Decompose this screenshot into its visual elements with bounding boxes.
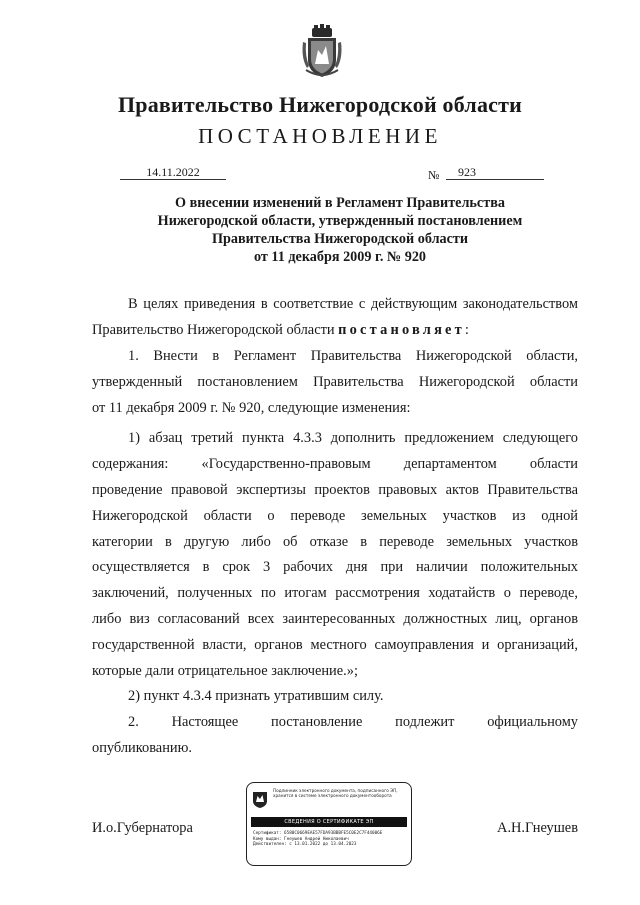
body-line: 1. Внести в Регламент Правительства Нижегородской области, — [128, 348, 578, 364]
body-line: осуществляется в срок 3 рабочих дня при наличии положительных — [92, 559, 578, 576]
stamp-owner: Кому выдан: Гнеушев Андрей Николаевич — [253, 836, 349, 842]
signatory-name: А.Н.Гнеушев — [497, 820, 578, 836]
body-line: заключений, полученных по итогам рассмотрения ходатайств о переводе, — [92, 585, 578, 602]
body-line: Нижегородской области о переводе земельных участков из одной — [92, 507, 578, 524]
e-signature-stamp — [246, 782, 412, 866]
postanovlyaet-word: постановляет — [338, 321, 465, 338]
signatory-position: И.о.Губернатора — [92, 820, 193, 836]
stamp-certificate: Сертификат: 6580C0669EAE57FDA93BBBFE5C0E2C7F44006E — [253, 831, 383, 836]
body-line: 1) абзац третий пункта 4.3.3 дополнить предложением следующего — [128, 430, 578, 446]
subject-line: Нижегородской области, утвержденный постановлением — [157, 213, 523, 229]
region-emblem-icon — [252, 789, 268, 809]
subject-line: О внесении изменений в Регламент Правительства — [175, 195, 505, 211]
document-date: 14.11.2022 — [120, 166, 226, 180]
subitem-1-paragraph — [92, 426, 578, 685]
body-line: 2) пункт 4.3.4 признать утратившим силу. — [128, 688, 384, 704]
body-line: от 11 декабря 2009 г. № 920, следующие изменения: — [92, 399, 411, 416]
body-line: либо виз согласований всех заинтересованных должностных лиц, органов — [92, 611, 578, 628]
item-1-paragraph — [92, 344, 578, 422]
government-title: Правительство Нижегородской области — [117, 92, 522, 117]
preamble-paragraph — [92, 292, 578, 344]
body-line: проведение правовой экспертизы проектов правовых актов Правительства — [92, 481, 578, 498]
stamp-text: хранится в системе электронного документооборота — [273, 793, 392, 799]
body-line: которые дали отрицательное заключение.»; — [92, 663, 358, 680]
stamp-title-bar: СВЕДЕНИЯ О СЕРТИФИКАТЕ ЭП — [251, 817, 407, 827]
document-type: ПОСТАНОВЛЕНИЕ — [198, 124, 442, 148]
subject-line: Правительства Нижегородской области — [211, 231, 469, 247]
body-line — [92, 318, 578, 344]
body-line: государственной власти, органов местного самоуправления и организаций, — [92, 637, 578, 654]
document-number: 923 — [446, 166, 544, 180]
body-line: В целях приведения в соответствие с действующим законодательством — [128, 296, 578, 312]
subitem-2-paragraph — [92, 684, 578, 710]
body-line: утвержденный постановлением Правительства Нижегородской области — [92, 373, 578, 390]
body-line: содержания: «Государственно-правовым департаментом области — [92, 455, 578, 472]
stamp-certificate-info — [253, 831, 409, 848]
coat-of-arms-icon — [300, 24, 344, 80]
stamp-header — [273, 788, 409, 799]
stamp-validity: Действителен: с 13.01.2022 до 13.04.2023 — [253, 842, 357, 848]
body-line: категории в другую либо об отказе в переводе земельных участков — [92, 533, 578, 550]
document-subject — [120, 194, 560, 266]
body-text: : — [464, 321, 469, 338]
number-label: № — [428, 168, 440, 182]
body-text: Правительство Нижегородской области — [92, 321, 339, 338]
body-line: 2. Настоящее постановление подлежит официальному — [128, 714, 578, 730]
item-2-paragraph — [92, 710, 578, 762]
stamp-text: Подлинник электронного документа, подписанного ЭП, — [273, 788, 398, 793]
body-line: опубликованию. — [92, 739, 192, 756]
subject-line: от 11 декабря 2009 г. № 920 — [253, 249, 427, 265]
